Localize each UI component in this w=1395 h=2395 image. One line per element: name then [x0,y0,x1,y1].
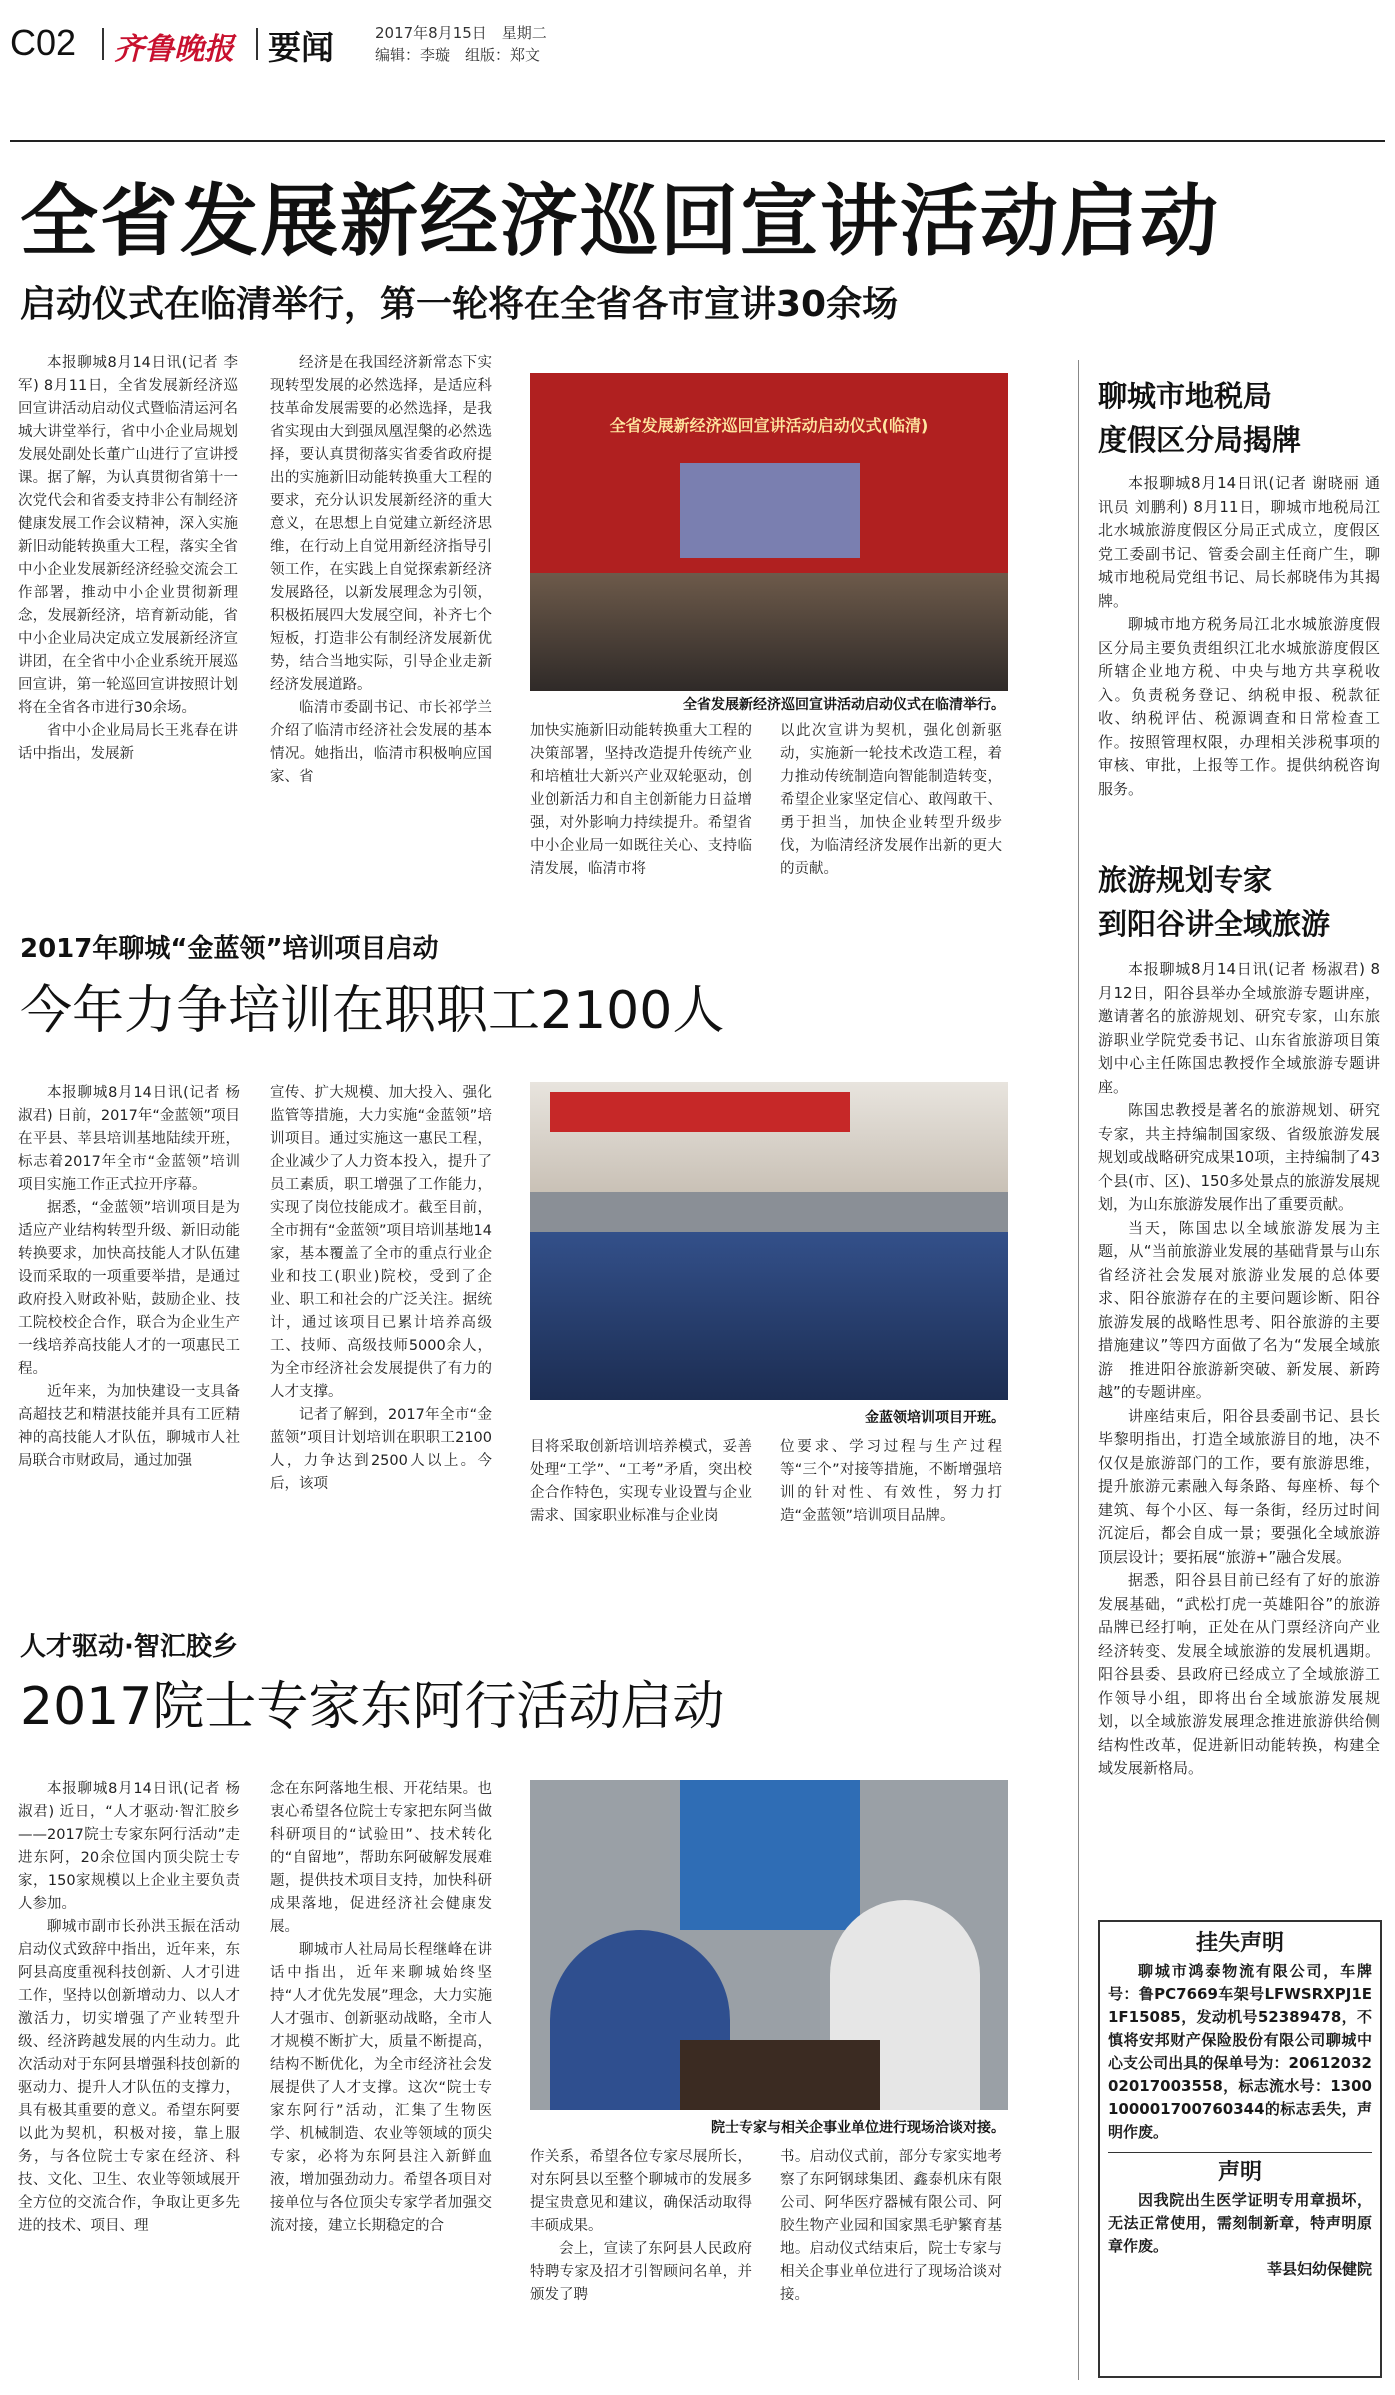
story2-headline: 今年力争培训在职职工2100人 [20,981,725,1041]
lead-photo-caption: 全省发展新经济巡回宣讲活动启动仪式在临清举行。 [683,697,1005,713]
side1-body [1098,472,1380,844]
editors-line: 编辑：李璇 组版：郑文 [375,46,541,64]
story3-column-4 [780,2146,1002,2378]
story2-paragraph: 据悉，“金蓝领”培训项目是为适应产业结构转型升级、新旧动能转换要求，加快高技能人才队伍建设而采取的一项重要举措，是通过政府投入财政补贴，鼓励企业、技工院校校企合作，联合为企业生产一线培养高技能人才的一项惠民工程。 [18,1200,240,1377]
side2-paragraph: 陈国忠教授是著名的旅游规划、研究专家，共主持编制国家级、省级旅游发展规划或战略研究成果10项，主持编制了43个县(市、区)、150多处景点的旅游发展规划，为山东旅游发展作出了重要贡献。 [1098,1101,1380,1213]
side1-paragraph: 聊城市地方税务局江北水城旅游度假区分局主要负责组织江北水城旅游度假区所辖企业地方税、中央与地方共享税收入。负责税务登记、纳税申报、税款征收、纳税评估、税源调查和日常检查工作。按照管理权限，办理相关涉税事项的审核、审批，上报等工作。提供纳税咨询服务。 [1098,615,1380,798]
lead-headline: 全省发展新经济巡回宣讲活动启动 [20,177,1221,267]
lead-photo [530,373,1008,691]
story2-column-4 [780,1436,1002,1576]
masthead-divider [102,28,104,60]
story3-paragraph: 作关系，希望各位专家尽展所长，对东阿县以至整个聊城市的发展多提宝贵意见和建议，确保活动取得丰硕成果。 [530,2149,752,2234]
story3-paragraph: 聊城市副市长孙洪玉振在活动启动仪式致辞中指出，近年来，东阿县高度重视科技创新、人才引进工作，坚持以创新增动力、以人才激活力，切实增强了产业转型升级、经济跨越发展的内生动力。此次活动对于东阿县增强科技创新的驱动力、提升人才队伍的支撑力，具有极其重要的意义。希望东阿要以此为契机，积极对接，靠上服务，与各位院士专家在经济、科技、文化、卫生、农业等领域展开全方位的交流合作，争取让更多先进的技术、项目、理 [18,1919,240,2234]
side2-paragraph: 据悉，阳谷县目前已经有了好的旅游发展基础，“武松打虎一英雄阳谷”的旅游品牌已经打响，正处在从门票经济向产业经济转变、发展全域旅游的发展机遇期。阳谷县委、县政府已经成立了全域旅游工作领导小组，即将出台全域旅游发展规划，以全域旅游发展理念推进旅游供给侧结构性改革，促进新旧动能转换，构建全域发展新格局。 [1098,1571,1380,1777]
side1-headline-line2: 度假区分局揭牌 [1098,423,1302,457]
section-name: 要闻 [268,28,334,67]
notice-divider [1108,2152,1372,2153]
loss-notice-body: 聊城市鸿泰物流有限公司，车牌号：鲁PC7669车架号LFWSRXPJ1E1F15085，发动机号52389478，不慎将安邦财产保险股份有限公司聊城中心支公司出具的保单号为：2061203202017003558，标志流水号：130010000170076​0344的标志丢失，声明作废。 [1108,1962,1372,2141]
story2-paragraph: 目将采取创新培训培养模式，妥善处理“工学”、“工考”矛盾，突出校企合作特色，实现专业设置与企业需求、国家职业标准与企业岗 [530,1439,752,1524]
side2-body [1098,958,1380,1898]
paper-logo: 齐鲁晚报 [114,32,234,67]
story2-paragraph: 记者了解到，2017年全市“金蓝领”项目计划培训在职职工2100人，力争达到2500人以上。今后，该项 [270,1407,492,1492]
story3-column-2 [270,1778,492,2378]
side1-headline-line1: 聊城市地税局 [1098,379,1273,413]
story3-paragraph: 会上，宣读了东阿县人民政府特聘专家及招才引智顾问名单，并颁发了聘 [530,2241,752,2303]
loss-notice-box [1098,1920,1382,2378]
photo-red-banner [550,1092,850,1132]
story2-column-1 [18,1082,240,1576]
story2-paragraph: 近年来，为加快建设一支具备高超技艺和精湛技能并具有工匠精神的高技能人才队伍，聊城市人社局联合市财政局，通过加强 [18,1384,240,1469]
story2-kicker: 2017年聊城“金蓝领”培训项目启动 [20,934,439,964]
lead-paragraph: 本报聊城8月14日讯(记者 李军) 8月11日，全省发展新经济巡回宣讲活动启动仪式暨临清运河名城大讲堂举行，省中小企业局规划发展处副处长董广山进行了宣讲授课。据了解，为认真贯彻省第十一次党代会和省委支持非公有制经济健康发展工作会议精神，深入实施新旧动能转换重大工程，落实全省中小企业发展新经济经验交流会工作部署，推动中小企业贯彻新理念，发展新经济，培育新动能，省中小企业局决定成立发展新经济宣讲团，在全省中小企业系统开展巡回宣讲，第一轮巡回宣讲按照计划将在全省各市进行30余场。 [18,355,238,716]
lead-column-1 [18,352,238,912]
story2-column-2 [270,1082,492,1576]
story3-paragraph: 念在东阿落地生根、开花结果。也衷心希望各位院士专家把东阿当做科研项目的“试验田”、技术转化的“自留地”，帮助东阿破解发展难题，提供技术项目支持，加快科研成果落地，促进经济社会健康发展。 [270,1781,492,1935]
story3-column-1 [18,1778,240,2378]
lead-paragraph: 省中小企业局局长王兆春在讲话中指出，发展新 [18,723,238,762]
lead-column-4 [780,720,1002,912]
side2-headline [1098,858,1378,946]
photo-audience [530,573,1008,691]
masthead [10,18,1385,70]
side2-headline-line2: 到阳谷讲全域旅游 [1098,907,1331,941]
photo-audience [530,1232,1008,1400]
story3-paragraph: 本报聊城8月14日讯(记者 杨淑君) 近日，“人才驱动·智汇胶乡——2017院士专家东阿行活动”走进东阿，20余位国内顶尖院士专家，150家规模以上企业主要负责人参加。 [18,1781,240,1912]
story3-paragraph: 书。启动仪式前，部分专家实地考察了东阿钢球集团、鑫泰机床有限公司、阿华医疗器械有限公司、阿胶生物产业园和国家黑毛驴繁育基地。启动仪式结束后，院士专家与相关企事业单位进行了现场洽谈对接。 [780,2149,1002,2303]
story3-column-3 [530,2146,752,2378]
masthead-rule [10,140,1385,142]
story2-photo-caption: 金蓝领培训项目开班。 [865,1410,1005,1426]
story3-kicker: 人才驱动·智汇胶乡 [20,1632,238,1662]
lead-paragraph: 临清市委副书记、市长祁学兰介绍了临清市经济社会发展的基本情况。她指出，临清市积极响应国家、省 [270,700,492,785]
story3-photo [530,1780,1008,2110]
side2-headline-line1: 旅游规划专家 [1098,863,1273,897]
story3-paragraph: 聊城市人社局局长程继峰在讲话中指出，近年来聊城始终坚持“人才优先发展”理念，大力实施人才强市、创新驱动战略，全市人才规模不断扩大，质量不断提高，结构不断优化，为全市经济社会发展提供了人才支撑。这次“院士专家东阿行”活动，汇集了生物医学、机械制造、农业等领域的顶尖专家，必将为东阿县注入新鲜血液，增加强劲动力。希望各项目对接单位与各位顶尖专家学者加强交流对接，建立长期稳定的合 [270,1942,492,2234]
lead-paragraph: 以此次宣讲为契机，强化创新驱动，实施新一轮技术改造工程，着力推动传统制造向智能制造转变，希望企业家坚定信心、敢闯敢干、勇于担当，加快企业转型升级步伐，为临清经济发展作出新的更大的贡献。 [780,723,1002,877]
photo-table [680,2040,880,2110]
story2-paragraph: 位要求、学习过程与生产过程等“三个”对接等措施，不断增强培训的针对性、有效性，努力打造“金蓝领”培训项目品牌。 [780,1439,1002,1524]
lead-column-3 [530,720,752,912]
story3-headline: 2017院士专家东阿行活动启动 [20,1677,725,1737]
lead-column-2 [270,352,492,912]
statement-notice-signer: 莘县妇幼保健院 [1266,2260,1372,2278]
masthead-divider [256,28,258,60]
side2-paragraph: 讲座结束后，阳谷县委副书记、县长毕黎明指出，打造全域旅游目的地，决不仅仅是旅游部门的工作，要有旅游思维，提升旅游元素融入每条路、每座桥、每个建筑、每个小区、每一条街，经历过时间沉淀后，都会自成一景；要强化全域旅游顶层设计；要拓展“旅游+”融合发展。 [1098,1406,1380,1566]
loss-notice-title: 挂失声明 [1195,1931,1284,1956]
issue-date: 2017年8月15日 星期二 [375,24,547,42]
photo-banner: 全省发展新经济巡回宣讲活动启动仪式(临清) [609,416,929,435]
side1-paragraph: 本报聊城8月14日讯(记者 谢晓丽 通讯员 刘鹏利) 8月11日，聊城市地税局江北水城旅游度假区分局正式成立，度假区党工委副书记、管委会副主任商广生，聊城市地税局党组书记、局长郝晓伟为其揭牌。 [1098,474,1380,610]
story2-paragraph: 宣传、扩大规模、加大投入、强化监管等措施，大力实施“金蓝领”培训项目。通过实施这一惠民工程，企业减少了人力资本投入，提升了员工素质，职工增强了工作能力，实现了岗位技能成才。截至目前，全市拥有“金蓝领”项目培训基地14家，基本覆盖了全市的重点行业企业和技工(职业)院校，受到了企业、职工和社会的广泛关注。据统计，通过该项目已累计培养高级工、技师、高级技师5000余人，为全市经济社会发展提供了有力的人才支撑。 [270,1085,492,1400]
side2-paragraph: 本报聊城8月14日讯(记者 杨淑君) 8月12日，阳谷县举办全域旅游专题讲座，邀请著名的旅游规划、研究专家，山东旅游职业学院党委书记、山东省旅游项目策划中心主任陈国忠教授作全域旅游专题讲座。 [1098,960,1380,1096]
story2-photo [530,1082,1008,1400]
sidebar-divider [1078,360,1079,2380]
side2-paragraph: 当天，陈国忠以全域旅游发展为主题，从“当前旅游业发展的基础背景与山东省经济社会发展对旅游业发展的总体要求、阳谷旅游存在的主要问题诊断、阳谷旅游发展的战略性思考、阳谷旅游的主要措施建议”等四方面做了名为“发展全域旅游 推进阳谷旅游新突破、新发展、新跨越”的专题讲座。 [1098,1218,1380,1401]
story2-paragraph: 本报聊城8月14日讯(记者 杨淑君) 日前，2017年“金蓝领”项目在平县、莘县培训基地陆续开班，标志着2017年全市“金蓝领”培训项目实施工作正式拉开序幕。 [18,1085,240,1193]
story3-photo-caption: 院士专家与相关企事业单位进行现场洽谈对接。 [711,2120,1005,2136]
lead-paragraph: 加快实施新旧动能转换重大工程的决策部署，坚持改造提升传统产业和培植壮大新兴产业双轮驱动，创业创新活力和自主创新能力日益增强，对外影响力持续提升。希望省中小企业局一如既往关心、支持临清发展，临清市将 [530,723,752,877]
photo-screen [680,463,860,558]
story2-column-3 [530,1436,752,1576]
lead-paragraph: 经济是在我国经济新常态下实现转型发展的必然选择，是适应科技革命发展需要的必然选择，是我省实现由大到强凤凰涅槃的必然选择，要认真贯彻落实省委省政府提出的实施新旧动能转换重大工程的要求，充分认识发展新经济的重大意义，在思想上自觉建立新经济思维，在行动上自觉用新经济指导引领工作，在实践上自觉探索新经济发展路径，以新发展理念为引领，积极拓展四大发展空间，补齐七个短板，打造非公有制经济发展新优势，结合当地实际，引导企业走新经济发展道路。 [270,355,492,693]
lead-subheadline: 启动仪式在临清举行，第一轮将在全省各市宣讲30余场 [20,284,899,325]
statement-notice-body: 因我院出生医学证明专用章损坏，无法正常使用，需刻制新章，特声明原章作废。 [1108,2191,1372,2255]
page-number: C02 [10,22,77,63]
side1-headline [1098,374,1378,462]
photo-poster [680,1780,860,1930]
statement-notice-title: 声明 [1217,2160,1262,2185]
